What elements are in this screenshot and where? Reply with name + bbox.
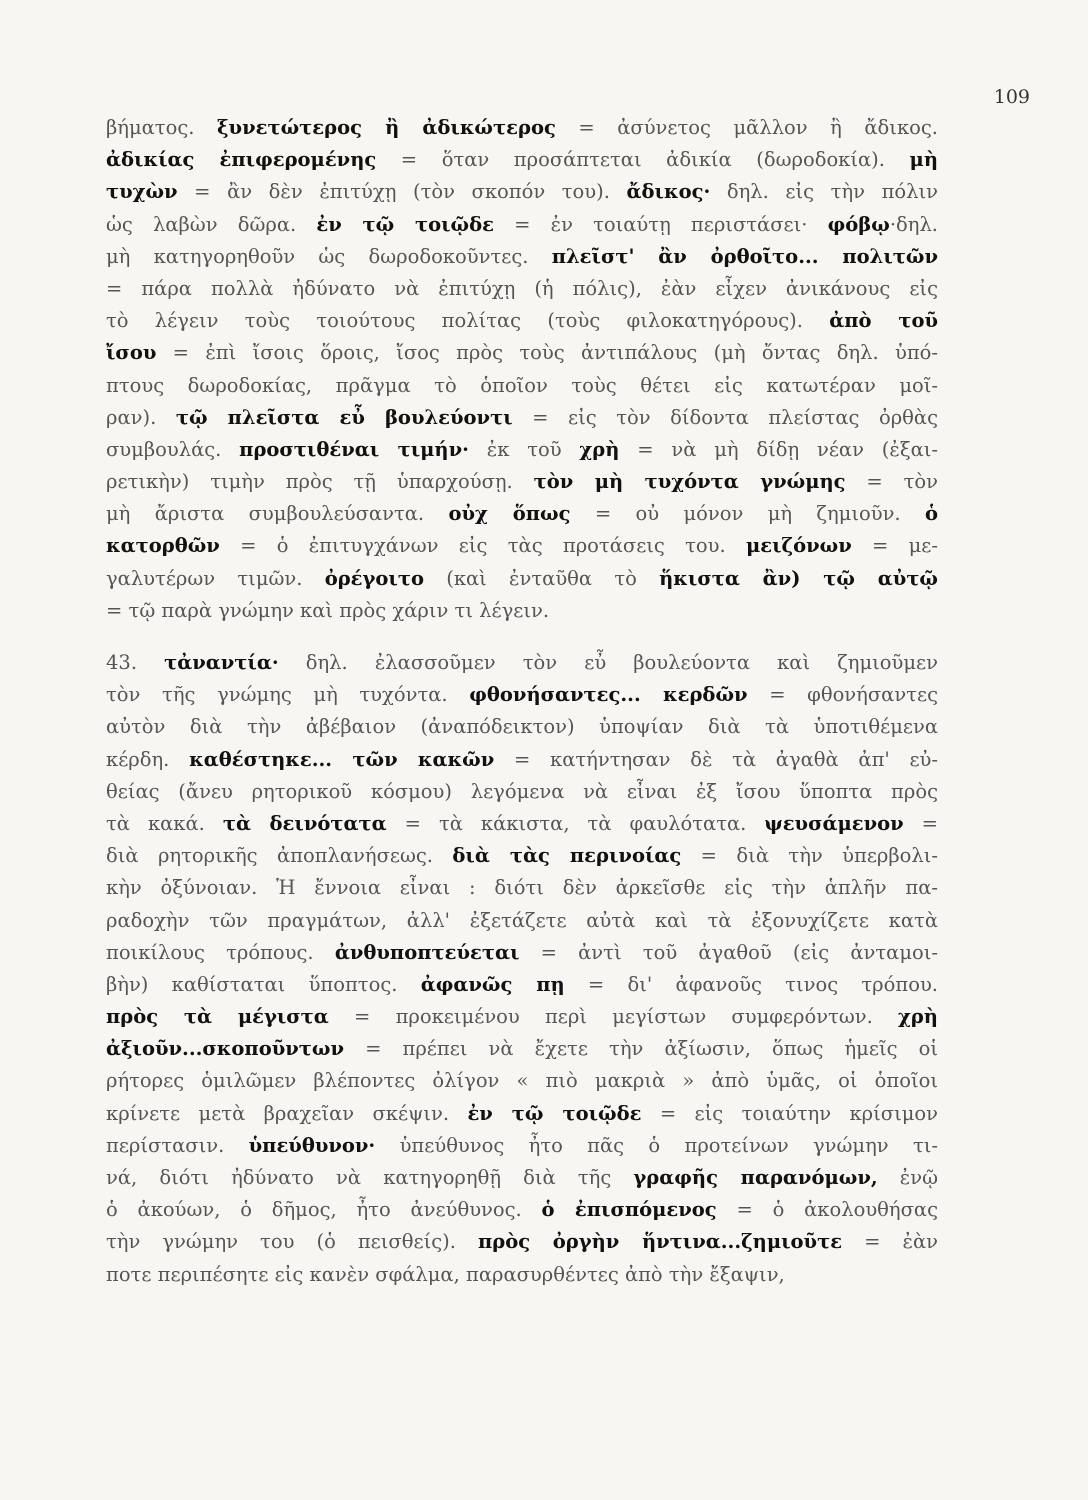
lemma-term: ἐν τῷ τοιῷδε (467, 1101, 642, 1125)
gloss-text: = τῷ παρὰ γνώμην καὶ πρὸς χάριν τι λέγειν. (106, 598, 550, 622)
text-line (106, 744, 938, 776)
gloss-text: = εἰς τοιαύτην κρίσιμον (641, 1101, 938, 1125)
gloss-text: τὰ κακά. (106, 811, 223, 835)
lemma-term: τυχὼν (106, 180, 178, 204)
gloss-text: = ὅταν προσάπτεται ἀδικία (δωροδοκία). (376, 148, 910, 172)
gloss-text: = ἀντὶ τοῦ ἀγαθοῦ (εἰς ἀνταμοι- (519, 940, 938, 964)
lemma-term: πρὸς ὀργὴν ἥντινα...ζημιοῦτε (478, 1230, 843, 1254)
gloss-text: = φθονήσαντες (747, 683, 938, 707)
commentary-text (106, 112, 938, 1291)
gloss-text: = ἐν τοιαύτῃ περιστάσει· (493, 212, 828, 236)
text-line (106, 905, 938, 937)
lemma-term: ἀδικίας ἐπιφερομένης (106, 148, 377, 172)
gloss-text: = προκειμένου περὶ μεγίστων συμφερόντων. (328, 1005, 899, 1029)
gloss-text: τὸ λέγειν τοὺς τοιούτους πολίτας (τοὺς φιλοκατηγόρους). (106, 309, 830, 333)
text-line (106, 530, 938, 562)
gloss-text: διὰ ρητορικῆς ἀποπλανήσεως. (106, 844, 453, 868)
gloss-text: = τὰ κάκιστα, τὰ φαυλότατα. (386, 811, 765, 835)
gloss-text: = τὸν (845, 470, 938, 494)
lemma-term: πλεῖστ' ἂν ὀρθοῖτο... πολιτῶν (551, 244, 938, 268)
lemma-term: ψευσάμενον (764, 811, 904, 835)
gloss-text: ποικίλους τρόπους. (106, 940, 335, 964)
gloss-text: συμβουλάς. (106, 437, 240, 461)
lemma-term: ἀνθυποπτεύεται (334, 940, 520, 964)
text-line (106, 112, 938, 144)
text-line (106, 144, 938, 176)
gloss-text: ποτε περιπέσητε εἰς κανὲν σφάλμα, παρασυρθέντες ἀπὸ τὴν ἔξαψιν, (106, 1262, 785, 1286)
lemma-term: οὐχ ὅπως (448, 502, 571, 526)
gloss-text: ραν). (106, 405, 176, 429)
gloss-text: βήματος. (106, 116, 217, 139)
text-line (106, 273, 938, 305)
text-line (106, 808, 938, 840)
lemma-term: ὑπεύθυνον· (248, 1133, 376, 1157)
text-line (106, 711, 938, 743)
text-line (106, 337, 938, 369)
gloss-text: = ἐὰν (842, 1230, 938, 1254)
gloss-text: μὴ ἄριστα συμβουλεύσαντα. (106, 502, 449, 526)
lemma-term: χρὴ (898, 1005, 938, 1029)
text-line (106, 872, 938, 904)
gloss-text: τὴν γνώμην του (ὁ πεισθείς). (106, 1230, 478, 1254)
text-line (106, 498, 938, 530)
gloss-text: κρίνετε μετὰ βραχεῖαν σκέψιν. (106, 1101, 468, 1125)
gloss-text: = δι' ἀφανοῦς τινος τρόπου. (564, 972, 938, 996)
lemma-term: φόβῳ (827, 212, 890, 236)
gloss-text: γαλυτέρων τιμῶν. (106, 566, 325, 590)
lemma-term: ἀπὸ τοῦ (829, 309, 938, 333)
gloss-text: ἐνῷ (877, 1166, 938, 1189)
lemma-term: μειζόνων (745, 534, 852, 558)
gloss-text: τὸν τῆς γνώμης μὴ τυχόντα. (106, 683, 470, 707)
text-line (106, 402, 938, 434)
gloss-text: δηλ. ἐλασσοῦμεν τὸν εὖ βουλεύοντα καὶ ζημιοῦμεν (278, 651, 938, 674)
gloss-text: = ὁ ἀκολουθήσας (716, 1198, 938, 1222)
text-line (106, 969, 938, 1001)
gloss-text: μὴ κατηγορηθοῦν ὡς δωροδοκοῦντες. (106, 244, 552, 268)
text-line (106, 434, 938, 466)
page-number: 109 (993, 86, 1030, 108)
text-line (106, 370, 938, 402)
gloss-text: ρετικὴν) τιμὴν πρὸς τῇ ὑπαρχούσῃ. (106, 470, 534, 494)
text-line (106, 1065, 938, 1097)
lemma-term: τὰ δεινότατα (222, 811, 387, 835)
gloss-text: 43. (106, 651, 165, 674)
lemma-term: ἥκιστα ἂν) τῷ αὐτῷ (659, 566, 938, 590)
text-line (106, 466, 938, 498)
gloss-text: = ἂν δὲν ἐπιτύχῃ (τὸν σκοπόν του). (177, 180, 627, 204)
lemma-term: προστιθέναι τιμήν· (239, 437, 469, 461)
lemma-term: ὁ (924, 502, 938, 526)
lemma-term: ἐν τῷ τοιῷδε (316, 212, 494, 236)
gloss-text: = πρέπει νὰ ἔχετε τὴν ἀξίωσιν, ὅπως ἡμεῖς οἱ (343, 1037, 938, 1061)
lemma-term: ἴσου (106, 341, 157, 365)
gloss-text: δηλ. εἰς τὴν πόλιν (710, 180, 938, 204)
text-line (106, 595, 938, 627)
text-line (106, 937, 938, 969)
lemma-term: ἄδικος· (626, 180, 711, 204)
lemma-term: καθέστηκε... τῶν κακῶν (189, 747, 495, 771)
gloss-text: = οὐ μόνον μὴ ζημιοῦν. (570, 502, 925, 526)
text-line (106, 1226, 938, 1258)
gloss-text: ὡς λαβὼν δῶρα. (106, 212, 317, 236)
gloss-text: ρήτορες ὁμιλῶμεν βλέποντες ὀλίγον « πιὸ μακριὰ » ἀπὸ ὑμᾶς, οἱ ὁποῖοι (106, 1069, 938, 1093)
gloss-text: νά, διότι ἠδύνατο νὰ κατηγορηθῇ διὰ τῆς (106, 1166, 634, 1189)
text-line (106, 1194, 938, 1226)
lemma-term: ὁ ἐπισπόμενος (541, 1198, 717, 1222)
gloss-text: = ἀσύνετος μᾶλλον ἢ ἄδικος. (555, 116, 938, 139)
gloss-text: ἐκ τοῦ (468, 437, 580, 461)
lemma-term: τὸν μὴ τυχόντα γνώμης (533, 470, 846, 494)
text-line (106, 305, 938, 337)
text-line (106, 1001, 938, 1033)
gloss-text: = ἐπὶ ἴσοις ὅροις, ἴσος πρὸς τοὺς ἀντιπάλους (μὴ ὄντας δηλ. ὑπό- (156, 341, 938, 365)
text-line (106, 679, 938, 711)
text-line (106, 840, 938, 872)
gloss-text: ὑπεύθυνος ἦτο πᾶς ὁ προτείνων γνώμην τι- (375, 1133, 938, 1157)
text-line (106, 1162, 938, 1194)
gloss-text: ὁ ἀκούων, ὁ δῆμος, ἦτο ἀνεύθυνος. (106, 1198, 542, 1222)
lemma-term: κατορθῶν (106, 534, 220, 558)
text-line (106, 563, 938, 595)
gloss-text: = πάρα πολλὰ ἠδύνατο νὰ ἐπιτύχῃ (ἡ πόλις), ἐὰν εἶχεν ἀνικάνους εἰς (106, 276, 938, 300)
text-line (106, 647, 938, 679)
text-line (106, 1098, 938, 1130)
gloss-text: (καὶ ἐνταῦθα τὸ (423, 566, 660, 590)
text-line (106, 241, 938, 273)
text-line (106, 1033, 938, 1065)
gloss-text: ραδοχὴν τῶν πραγμάτων, ἀλλ' ἐξετάζετε αὐτὰ καὶ τὰ ἐξονυχίζετε κατὰ (106, 908, 938, 932)
gloss-text: θείας (ἄνευ ρητορικοῦ κόσμου) λεγόμενα νὰ εἶναι ἐξ ἴσου ὕποπτα πρὸς (106, 779, 938, 803)
gloss-text: = με- (851, 534, 938, 558)
gloss-text: = διὰ τὴν ὑπερβολι- (681, 844, 938, 868)
text-line (106, 209, 938, 241)
lemma-term: ὀρέγοιτο (324, 566, 424, 590)
gloss-text: βὴν) καθίσταται ὕποπτος. (106, 972, 421, 996)
text-line (106, 176, 938, 208)
lemma-term: φθονήσαντες... κερδῶν (469, 683, 748, 707)
lemma-term: διὰ τὰς περινοίας (452, 844, 682, 868)
gloss-text: = κατήντησαν δὲ τὰ ἀγαθὰ ἀπ' εὐ- (494, 747, 938, 771)
lemma-term: τῷ πλεῖστα εὖ βουλεύοντι (175, 405, 513, 429)
gloss-text: ·δηλ. (889, 212, 938, 236)
lemma-term: μὴ (909, 148, 938, 172)
lemma-term: ἀξιοῦν...σκοποῦντων (106, 1037, 344, 1061)
lemma-term: γραφῆς παρανόμων, (633, 1166, 878, 1189)
gloss-text: = (903, 811, 938, 835)
gloss-text: πτους δωροδοκίας, πρᾶγμα τὸ ὁποῖον τοὺς θέτει εἰς κατωτέραν μοῖ- (106, 373, 938, 397)
gloss-text: κὴν ὀξύνοιαν. Ἡ ἔννοια εἶναι : διότι δὲν ἀρκεῖσθε εἰς τὴν ἁπλῆν πα- (106, 876, 938, 900)
gloss-text: περίστασιν. (106, 1133, 249, 1157)
lemma-term: τἀναντία· (164, 651, 279, 674)
lemma-term: ξυνετώτερος ἢ ἀδικώτερος (216, 116, 556, 139)
gloss-text: κέρδη. (106, 747, 190, 771)
lemma-term: πρὸς τὰ μέγιστα (106, 1005, 329, 1029)
lemma-term: ἀφανῶς πῃ (420, 972, 565, 996)
text-line (106, 1130, 938, 1162)
gloss-text: = νὰ μὴ δίδῃ νέαν (ἐξαι- (619, 437, 938, 461)
gloss-text: = εἰς τὸν δίδοντα πλείστας ὀρθὰς (512, 405, 938, 429)
text-line (106, 1259, 938, 1291)
gloss-text: = ὁ ἐπιτυγχάνων εἰς τὰς προτάσεις του. (219, 534, 746, 558)
gloss-text: αὐτὸν διὰ τὴν ἀβέβαιον (ἀναπόδεικτον) ὑποψίαν διὰ τὰ ὑποτιθέμενα (106, 715, 938, 739)
lemma-term: χρὴ (579, 437, 620, 461)
text-line (106, 776, 938, 808)
